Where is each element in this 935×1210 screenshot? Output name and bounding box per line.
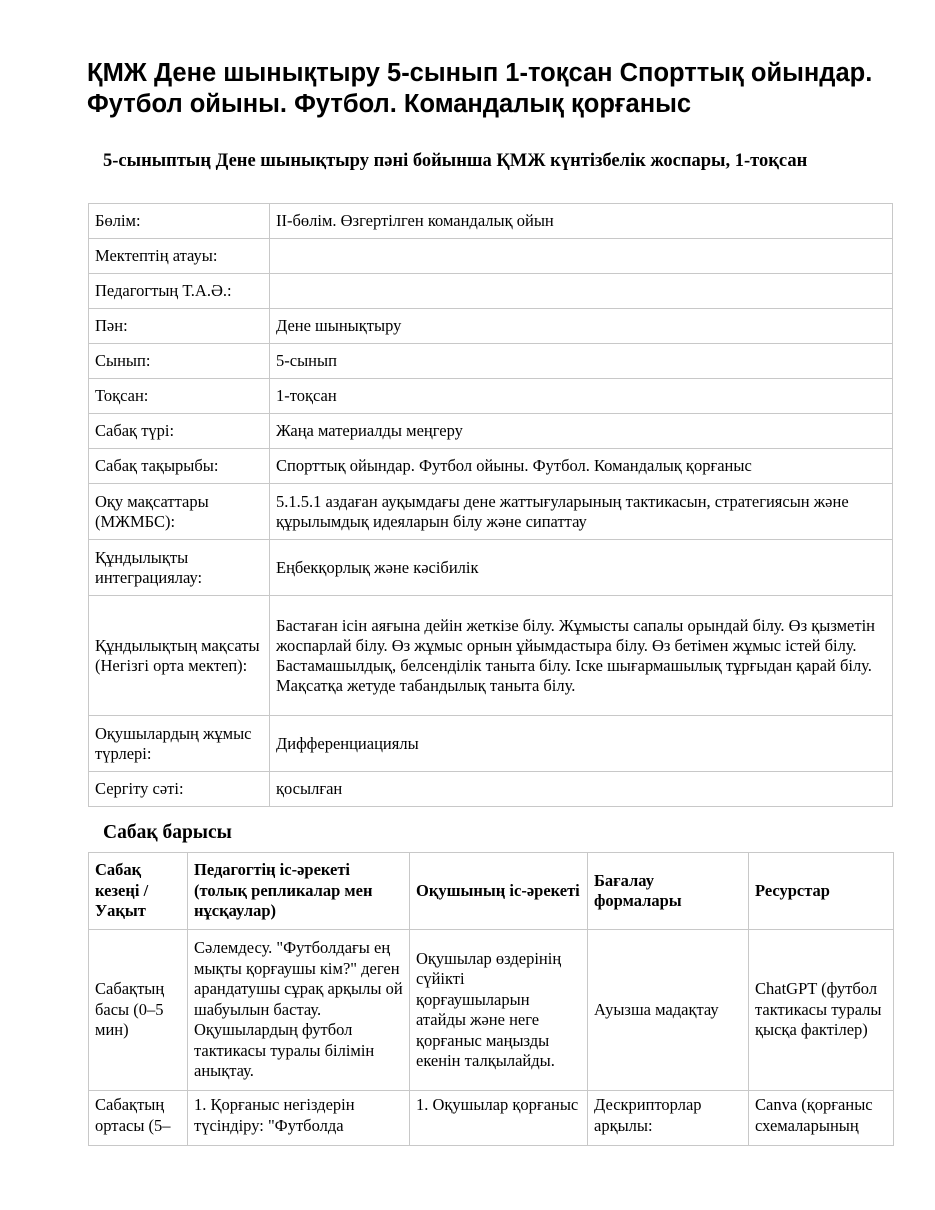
table-row bbox=[89, 930, 894, 1091]
lesson-info-table bbox=[88, 203, 893, 807]
column-header: Бағалау формалары bbox=[588, 853, 749, 930]
column-header: Педагогтің іс-әрекеті (толық репликалар мен нұсқаулар) bbox=[188, 853, 410, 930]
table-cell: ChatGPT (футбол тактикасы туралы қысқа фактілер) bbox=[749, 930, 894, 1091]
info-label: Сынып: bbox=[89, 344, 270, 379]
section-title: Сабақ барысы bbox=[103, 822, 232, 843]
info-label: Құндылықтың мақсаты (Негізгі орта мектеп): bbox=[89, 596, 270, 716]
table-row bbox=[89, 772, 893, 807]
info-label: Бөлім: bbox=[89, 204, 270, 239]
table-cell: 1. Оқушылар қорғаныс bbox=[410, 1091, 588, 1146]
info-value: ІІ-бөлім. Өзгертілген командалық ойын bbox=[270, 204, 893, 239]
table-row bbox=[89, 344, 893, 379]
table-row bbox=[89, 716, 893, 772]
table-header-row bbox=[89, 853, 894, 930]
table-row bbox=[89, 484, 893, 540]
info-value: Жаңа материалды меңгеру bbox=[270, 414, 893, 449]
info-value bbox=[270, 274, 893, 309]
info-label: Мектептің атауы: bbox=[89, 239, 270, 274]
info-value: Дифференциациялы bbox=[270, 716, 893, 772]
info-value: 1-тоқсан bbox=[270, 379, 893, 414]
info-label: Оқу мақсаттары (МЖМБС): bbox=[89, 484, 270, 540]
info-value bbox=[270, 239, 893, 274]
column-header: Оқушының іс-әрекеті bbox=[410, 853, 588, 930]
info-value: Спорттық ойындар. Футбол ойыны. Футбол. Командалық қорғаныс bbox=[270, 449, 893, 484]
table-row bbox=[89, 540, 893, 596]
info-value: Дене шынықтыру bbox=[270, 309, 893, 344]
info-value: Бастаған ісін аяғына дейін жеткізе білу. Жұмысты сапалы орындай білу. Өз қызметін жоспарлай білу. Өз жұмыс орнын ұйымдастыра білу. Өз бетімен жұмыс істей білу. Бастамашылдық, белсенділік таныта білу. Іске шығармашылық тұрғыдан қарай білу. Мақсатқа жетуде табандылық таныта білу. bbox=[270, 596, 893, 716]
info-label: Құндылықты интеграциялау: bbox=[89, 540, 270, 596]
table-cell: Canva (қорғаныс схемаларының bbox=[749, 1091, 894, 1146]
table-cell: 1. Қорғаныс негіздерін түсіндіру: "Футболда bbox=[188, 1091, 410, 1146]
info-value: Еңбекқорлық және кәсібилік bbox=[270, 540, 893, 596]
info-label: Тоқсан: bbox=[89, 379, 270, 414]
table-row bbox=[89, 204, 893, 239]
table-row bbox=[89, 239, 893, 274]
column-header: Ресурстар bbox=[749, 853, 894, 930]
table-cell: Сабақтың басы (0–5 мин) bbox=[89, 930, 188, 1091]
lesson-flow-table bbox=[88, 852, 894, 1146]
table-row bbox=[89, 1091, 894, 1146]
info-label: Пән: bbox=[89, 309, 270, 344]
document-subtitle: 5-сыныптың Дене шынықтыру пәні бойынша ҚМЖ күнтізбелік жоспары, 1-тоқсан bbox=[103, 151, 808, 171]
table-row bbox=[89, 414, 893, 449]
info-label: Педагогтың Т.А.Ә.: bbox=[89, 274, 270, 309]
info-label: Сергіту сәті: bbox=[89, 772, 270, 807]
table-row bbox=[89, 309, 893, 344]
table-row bbox=[89, 449, 893, 484]
info-value: қосылған bbox=[270, 772, 893, 807]
column-header: Сабақ кезеңі / Уақыт bbox=[89, 853, 188, 930]
table-cell: Ауызша мадақтау bbox=[588, 930, 749, 1091]
table-cell: Дескрипторлар арқылы: bbox=[588, 1091, 749, 1146]
table-row bbox=[89, 596, 893, 716]
info-label: Сабақ түрі: bbox=[89, 414, 270, 449]
info-value: 5-сынып bbox=[270, 344, 893, 379]
document-title: ҚМЖ Дене шынықтыру 5-сынып 1-тоқсан Спорттық ойындар. Футбол ойыны. Футбол. Командалық қорғаныс bbox=[87, 59, 873, 118]
table-row bbox=[89, 379, 893, 414]
info-value: 5.1.5.1 аздаған ауқымдағы дене жаттығуларының тактикасын, стратегиясын және құрылымдық идеяларын білу және сипаттау bbox=[270, 484, 893, 540]
info-label: Оқушылардың жұмыс түрлері: bbox=[89, 716, 270, 772]
table-cell: Сабақтың ортасы (5– bbox=[89, 1091, 188, 1146]
table-cell: Оқушылар өздерінің сүйікті қорғаушыларын атайды және неге қорғаныс маңызды екенін талқылайды. bbox=[410, 930, 588, 1091]
table-row bbox=[89, 274, 893, 309]
info-label: Сабақ тақырыбы: bbox=[89, 449, 270, 484]
table-cell: Сәлемдесу. "Футболдағы ең мықты қорғаушы кім?" деген арандатушы сұрақ арқылы ой шабуылын бастау. Оқушылардың футбол тактикасы туралы білімін анықтау. bbox=[188, 930, 410, 1091]
